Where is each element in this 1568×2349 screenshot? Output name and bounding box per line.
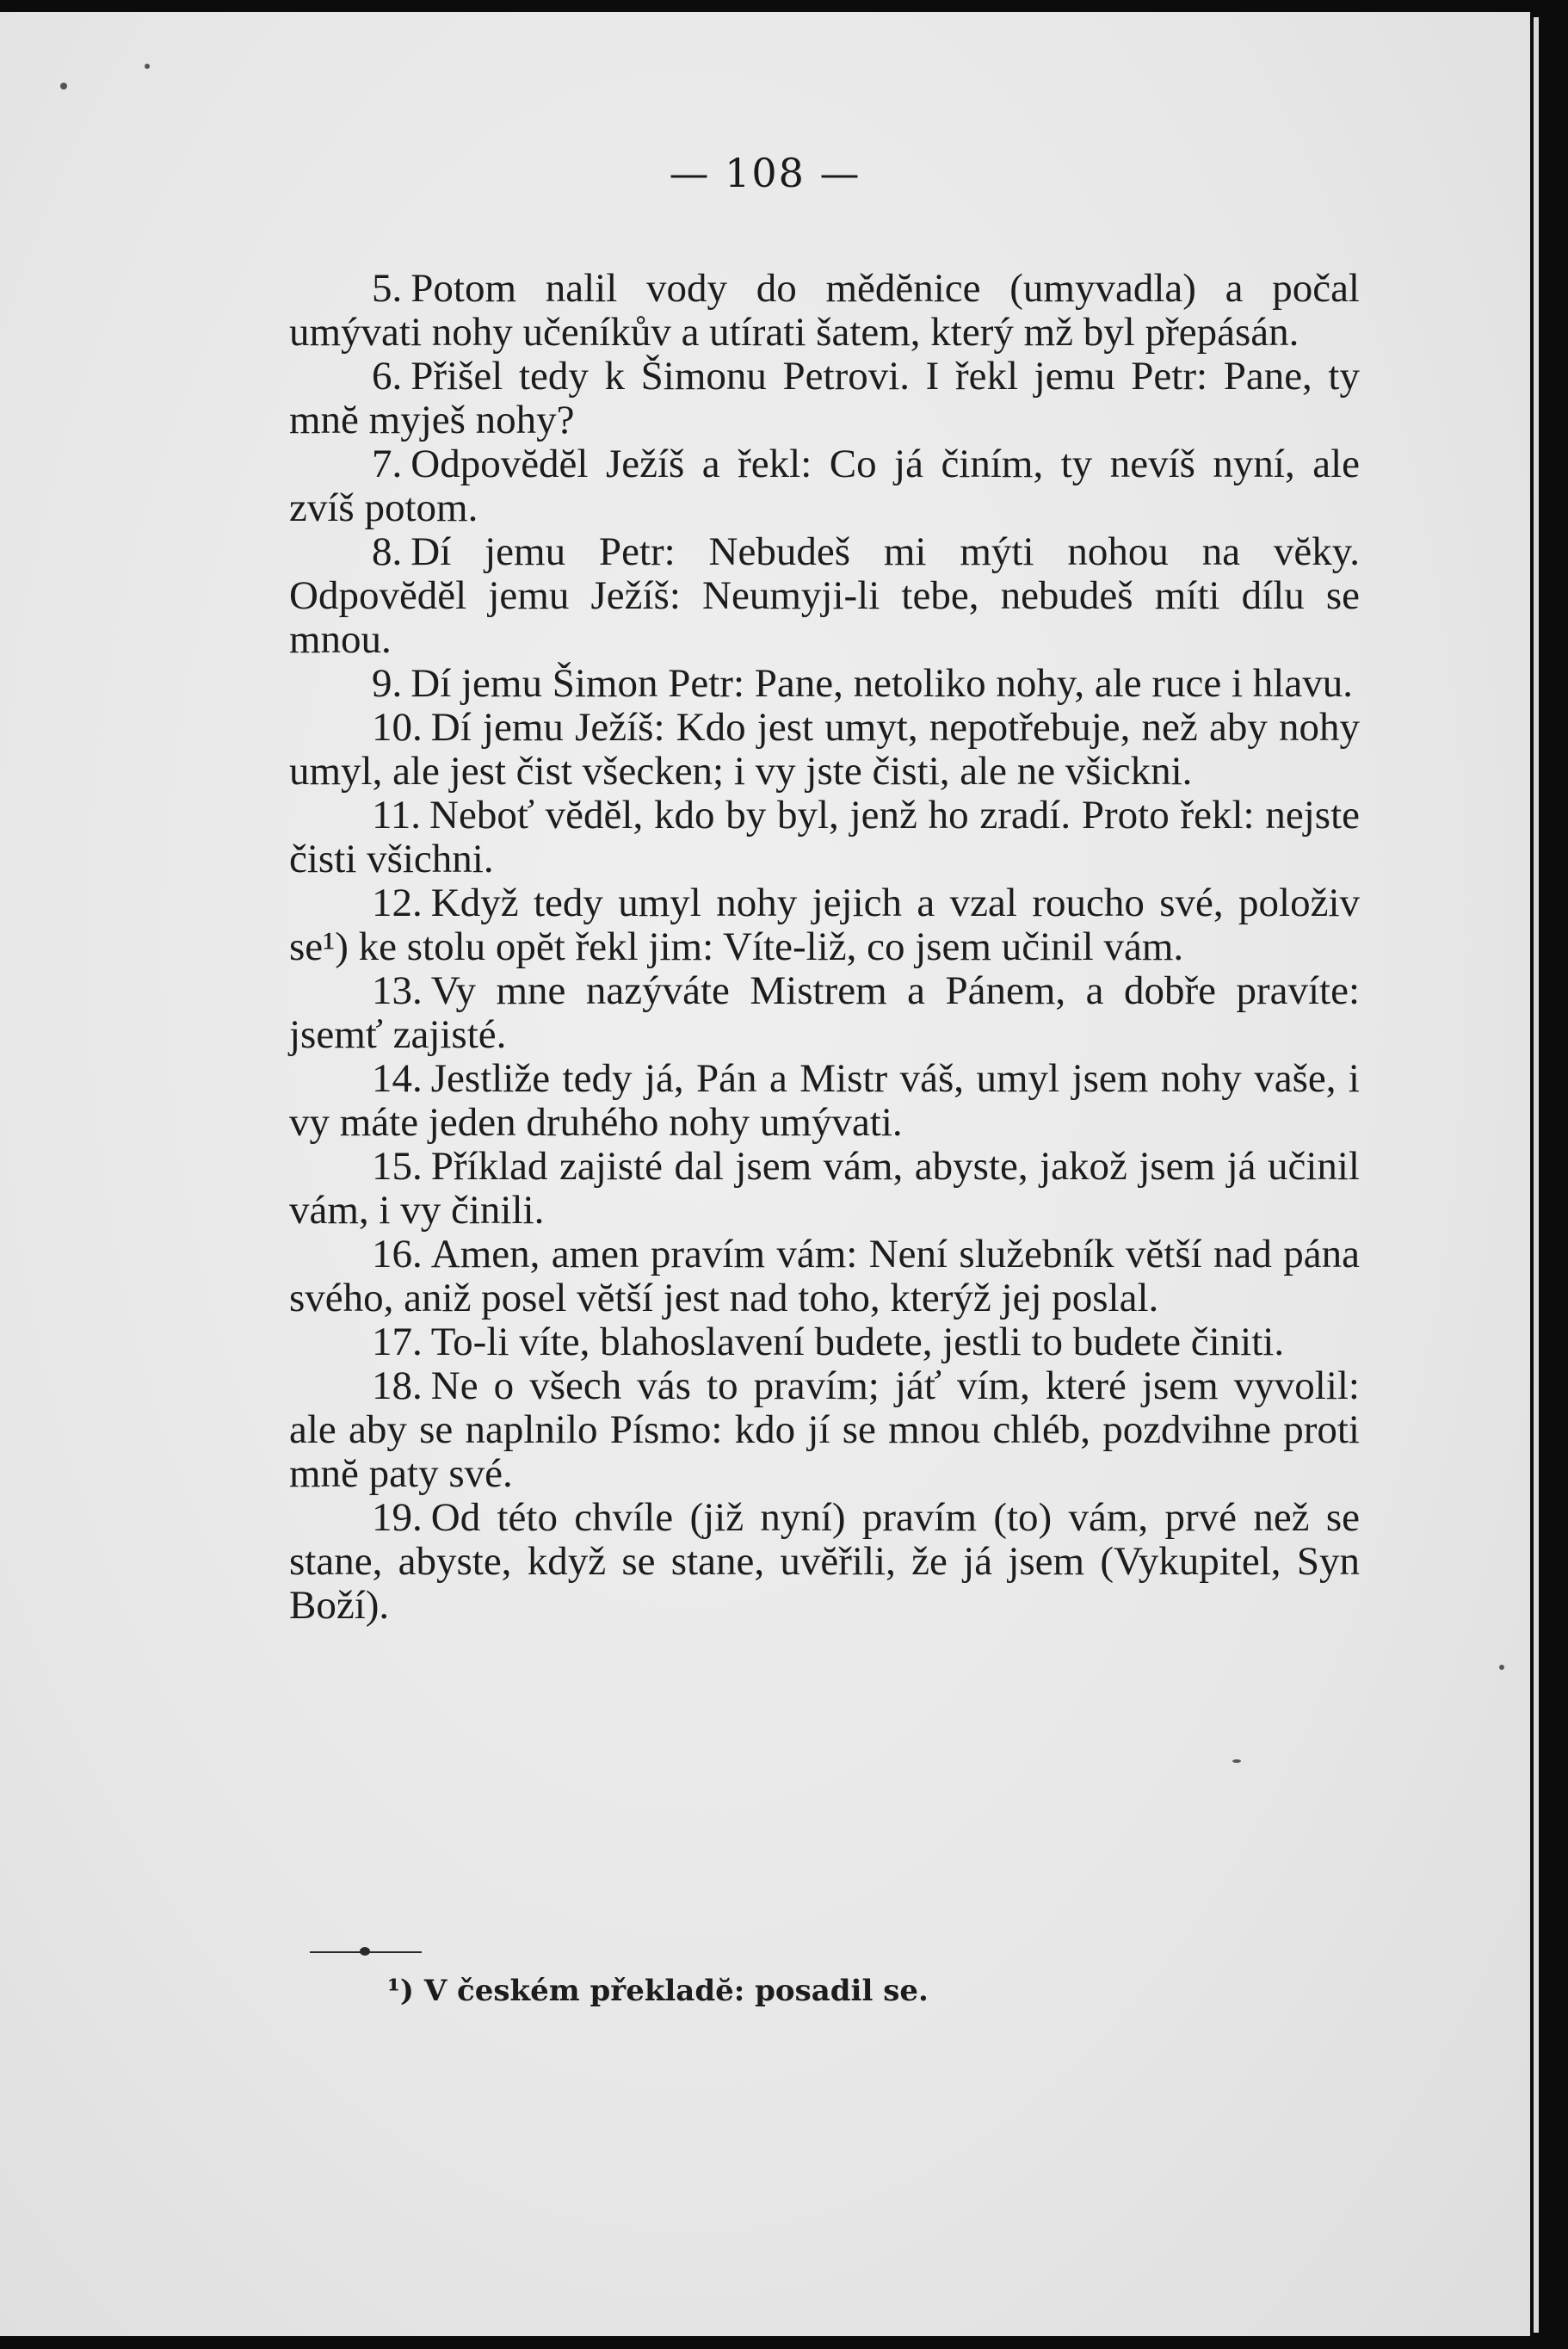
- verse-9: [289, 662, 1360, 706]
- verse-text: Jestliže tedy já, Pán a Mistr váš, umyl jsem nohy vaše, i vy máte jeden druhého nohy umývati.: [289, 1056, 1360, 1145]
- paper-speck: [60, 83, 67, 90]
- paper-speck: [1499, 1665, 1504, 1670]
- page-edge: [1534, 17, 1539, 2333]
- verse-text: Když tedy umyl nohy jejich a vzal roucho své, položiv se¹) ke stolu opĕt řekl jim: Víte-liž, co jsem učinil vám.: [289, 881, 1360, 969]
- verse-number: 15.: [372, 1144, 423, 1189]
- verse-text: Ne o všech vás to pravím; jáť vím, které jsem vyvolil: ale aby se naplnilo Písmo: kdo jí se mnou chléb, pozdvihne proti mnĕ paty své.: [289, 1363, 1360, 1496]
- verse-15: [289, 1145, 1360, 1233]
- verse-number: 5.: [372, 266, 403, 311]
- verse-number: 16.: [372, 1232, 423, 1276]
- verse-number: 11.: [372, 793, 422, 838]
- verse-number: 10.: [372, 705, 423, 750]
- verse-number: 12.: [372, 881, 423, 925]
- verse-number: 19.: [372, 1495, 423, 1540]
- verse-text: To-li víte, blahoslavení budete, jestli to budete činiti.: [430, 1320, 1285, 1364]
- verse-number: 6.: [372, 354, 403, 399]
- verse-6: [289, 355, 1360, 442]
- verse-16: [289, 1233, 1360, 1320]
- verse-number: 18.: [372, 1363, 423, 1408]
- verse-text: Dí jemu Šimon Petr: Pane, netoliko nohy, ale ruce i hlavu.: [411, 661, 1353, 706]
- verse-number: 13.: [372, 968, 423, 1013]
- verse-text: Od této chvíle (již nyní) pravím (to) vám, prvé než se stane, abyste, když se stane, uvĕřili, že já jsem (Vykupitel, Syn Boží).: [289, 1495, 1360, 1628]
- verse-text: Dí jemu Ježíš: Kdo jest umyt, nepotřebuje, než aby nohy umyl, ale jest čist všecken; i vy jste čisti, ale ne všickni.: [289, 705, 1360, 794]
- verse-number: 8.: [372, 529, 403, 574]
- verse-13: [289, 969, 1360, 1057]
- verse-number: 7.: [372, 442, 403, 486]
- verse-text: Potom nalil vody do mědĕnice (umyvadla) a počal umývati nohy učeníkův a utírati šatem, který mž byl přepásán.: [289, 266, 1360, 355]
- paper-speck: [1232, 1759, 1241, 1763]
- verse-text-block: [289, 267, 1360, 1628]
- verse-10: [289, 706, 1360, 794]
- verse-11: [289, 794, 1360, 881]
- verse-number: 9.: [372, 661, 403, 706]
- verse-text: Přišel tedy k Šimonu Petrovi. I řekl jemu Petr: Pane, ty mnĕ myješ nohy?: [289, 354, 1360, 442]
- verse-text: Vy mne nazýváte Mistrem a Pánem, a dobře pravíte: jsemť zajisté.: [289, 968, 1360, 1057]
- separator-ornament: [360, 1947, 370, 1956]
- paper-speck: [145, 64, 150, 69]
- verse-14: [289, 1057, 1360, 1145]
- book-page: [0, 12, 1530, 2336]
- verse-19: [289, 1496, 1360, 1628]
- verse-text: Dí jemu Petr: Nebudeš mi mýti nohou na vĕky. Odpovĕdĕl jemu Ježíš: Neumyji-li tebe, nebudeš míti dílu se mnou.: [289, 529, 1360, 662]
- verse-17: [289, 1320, 1360, 1364]
- verse-12: [289, 881, 1360, 969]
- verse-5: [289, 267, 1360, 355]
- verse-text: Odpovĕdĕl Ježíš a řekl: Co já činím, ty nevíš nyní, ale zvíš potom.: [289, 442, 1360, 530]
- verse-8: [289, 530, 1360, 662]
- verse-number: 17.: [372, 1320, 423, 1364]
- page-number: — 108 —: [669, 150, 861, 196]
- verse-text: Příklad zajisté dal jsem vám, abyste, jakož jsem já učinil vám, i vy činili.: [289, 1144, 1360, 1233]
- verse-7: [289, 442, 1360, 530]
- footnote: ¹) V českém překladĕ: posadil se.: [387, 1974, 929, 2008]
- verse-number: 14.: [372, 1056, 423, 1101]
- verse-text: Amen, amen pravím vám: Není služebník vĕtší nad pána svého, aniž posel vĕtší jest nad toho, kterýž jej poslal.: [289, 1232, 1360, 1320]
- verse-text: Neboť vĕdĕl, kdo by byl, jenž ho zradí. Proto řekl: nejste čisti všichni.: [289, 793, 1360, 881]
- verse-18: [289, 1364, 1360, 1496]
